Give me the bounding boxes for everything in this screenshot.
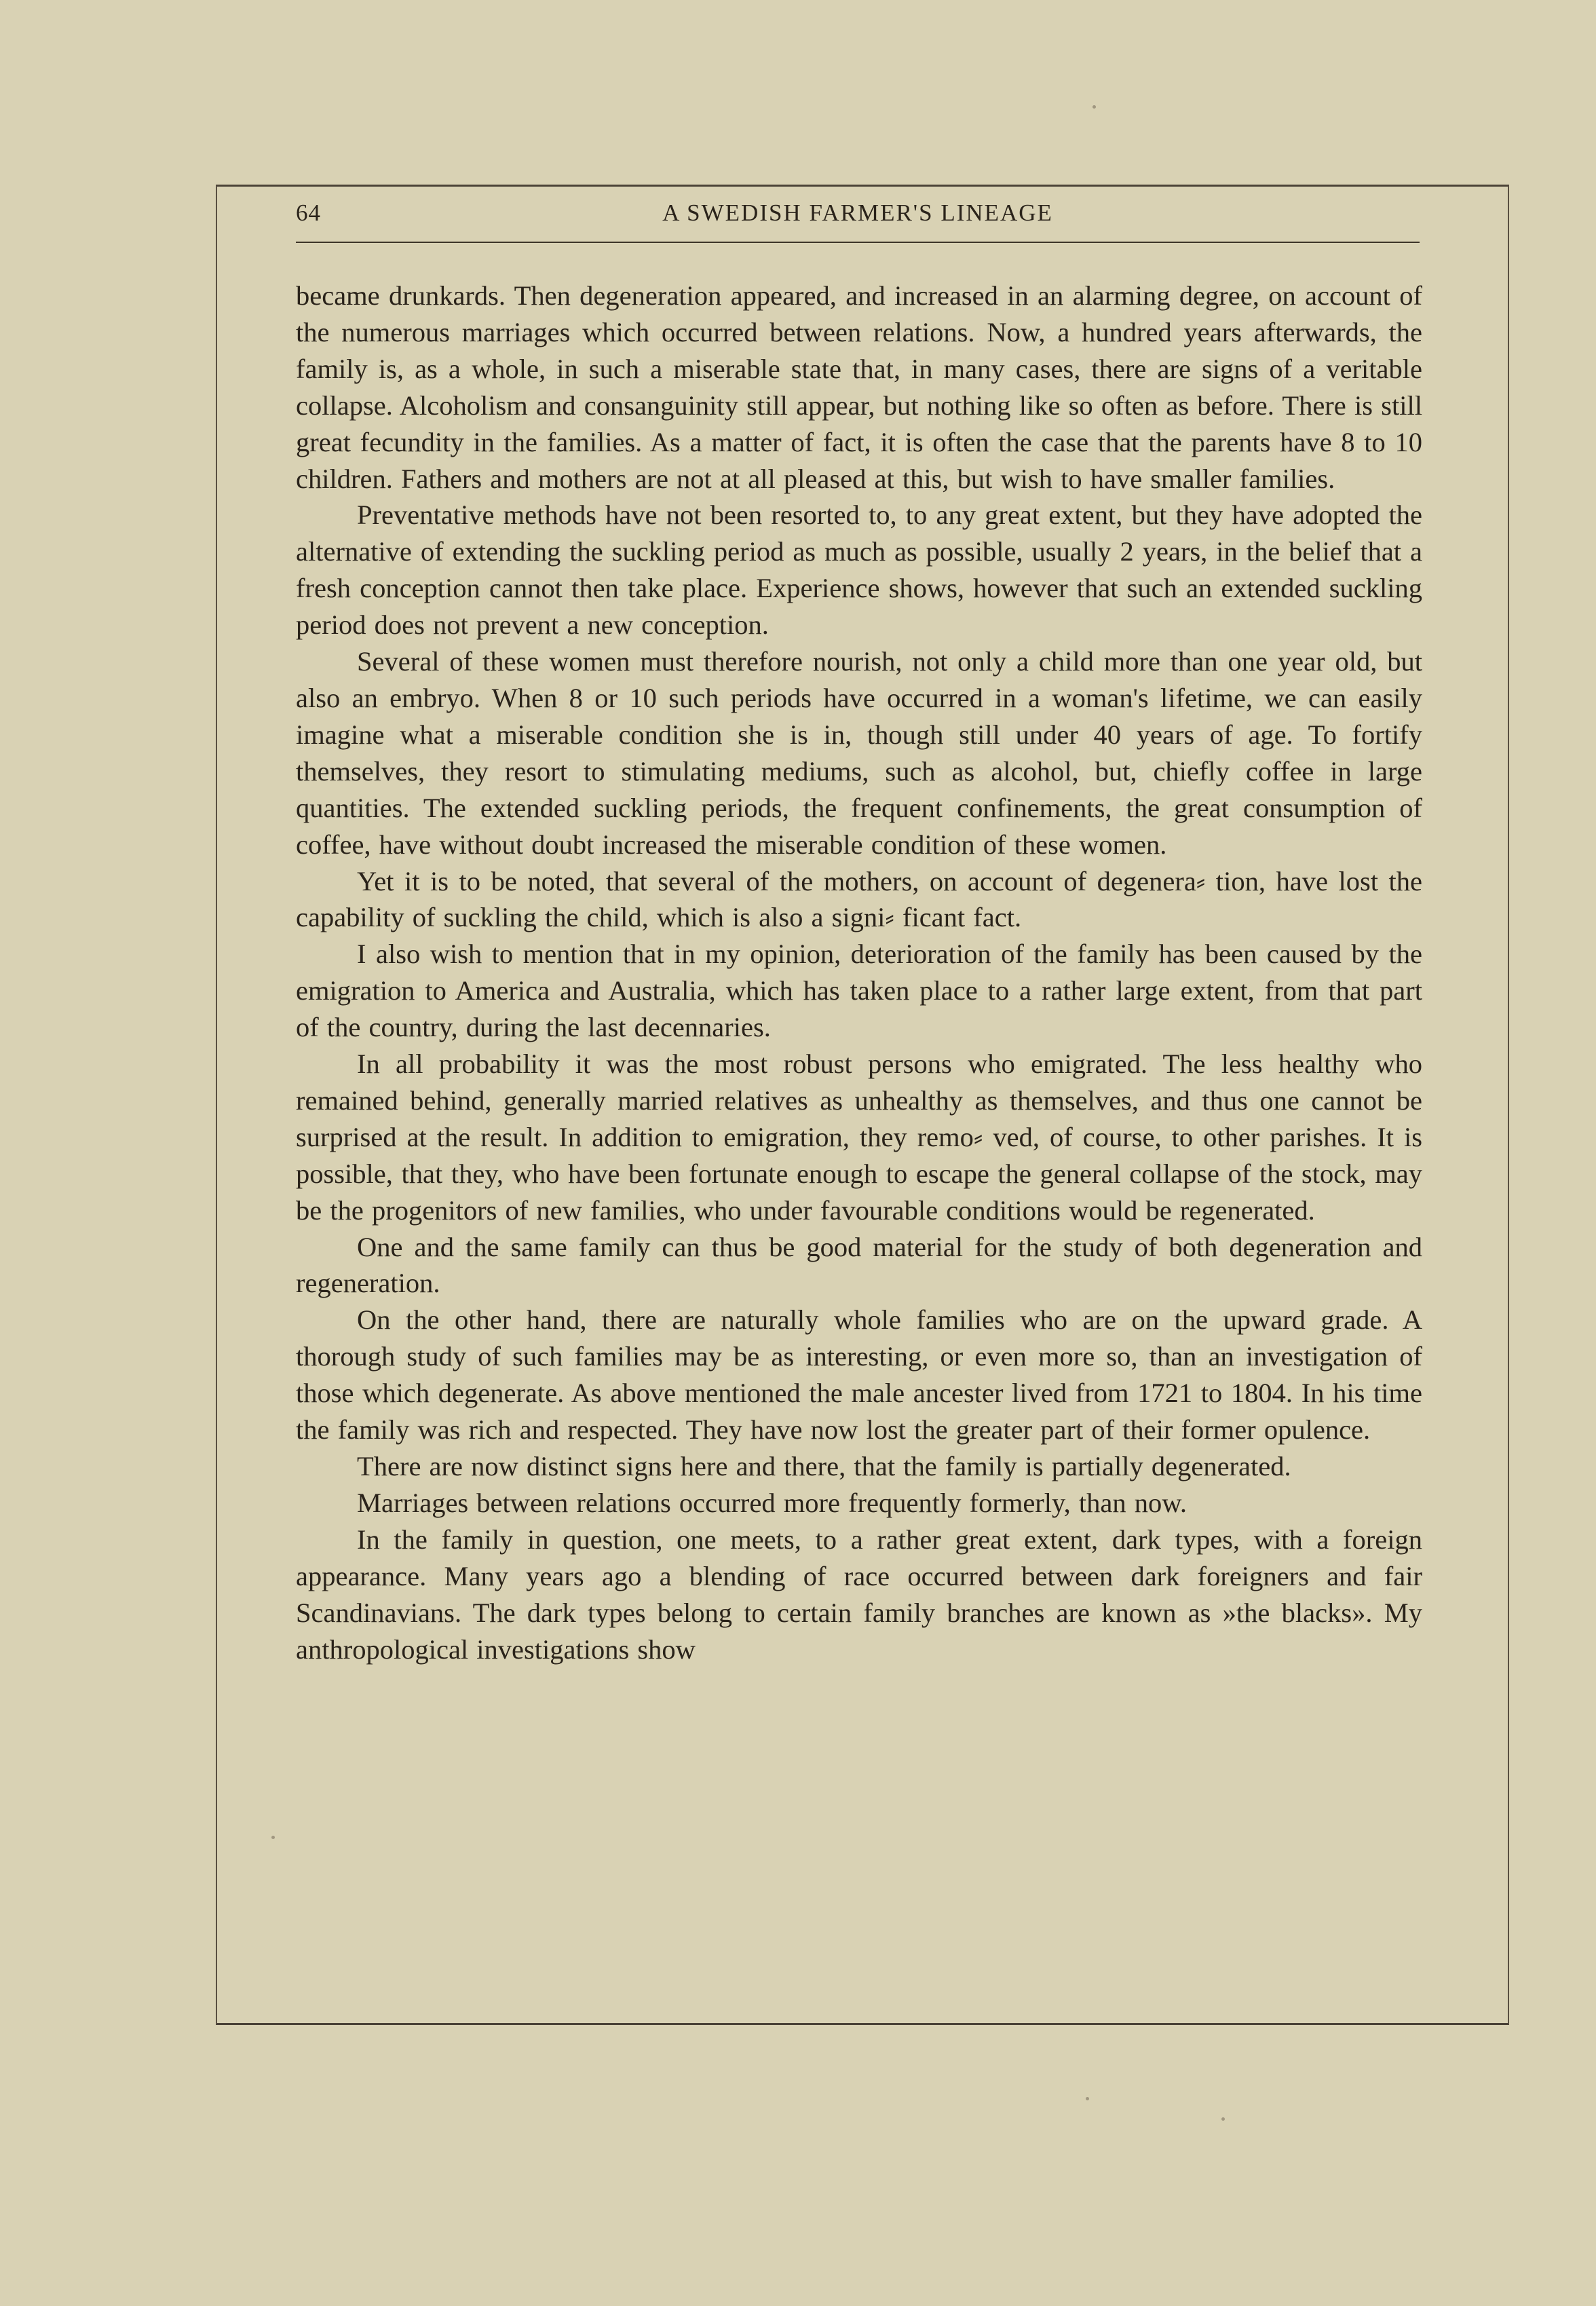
paragraph-1: became drunkards. Then degeneration appeared, and increased in an alarming degree, on account of the numerous marriages which occurred between relations. Now, a hundred years afterwards, the family is, as a whole, in such a miserable state that, in many cases, there are signs of a veritable collapse. Alcoholism and consanguinity still appear, but nothing like so often as before. There is still great fecundity in the families. As a matter of fact, it is often the case that the parents have 8 to 10 children. Fathers and mothers are not at all pleased at this, but wish to have smaller families. [296, 280, 1422, 494]
paragraph-11: In the family in question, one meets, to a rather great extent, dark types, with a foreign appearance. Many years ago a blending of race occurred between dark foreigners and fair Scandinavians. The dark types belong to certain family branches are known as »the blacks». My anthropological investigations show [296, 1524, 1422, 1665]
paragraph-4: Yet it is to be noted, that several of the mothers, on account of degenera⸗ tion, have lost the capability of suckling the child, which is also a signi⸗ ficant fact. [296, 865, 1422, 933]
paragraph-2: Preventative methods have not been resorted to, to any great extent, but they have adopted the alternative of extending the suckling period as much as possible, usually 2 years, in the belief that a fresh conception cannot then take place. Experience shows, however that such an extended suckling period does not prevent a new conception. [296, 499, 1422, 641]
running-title: A SWEDISH FARMER'S LINEAGE [662, 200, 1053, 226]
paragraph-3: Several of these women must therefore nourish, not only a child more than one year old, but also an embryo. When 8 or 10 such periods have occurred in a woman's lifetime, we can easily imagine what a miserable condition she is in, though still under 40 years of age. To fortify themselves, they resort to stimulating mediums, such as alcohol, but, chiefly coffee in large quantities. The extended suckling periods, the frequent confinements, the great consumption of coffee, have without doubt increased the miserable condition of these women. [296, 646, 1422, 860]
running-header [296, 197, 1420, 243]
paragraph-10: Marriages between relations occurred more frequently formerly, than now. [357, 1487, 1188, 1518]
paper-speck [1086, 2097, 1089, 2100]
paragraph-7: One and the same family can thus be good material for the study of both degeneration and regeneration. [296, 1231, 1422, 1299]
paper-speck [1221, 2117, 1225, 2121]
body-text [296, 278, 1422, 1667]
paragraph-5: I also wish to mention that in my opinion, deterioration of the family has been caused by the emigration to America and Australia, which has taken place to a rather large extent, from that part of the country, during the last decennaries. [296, 939, 1422, 1043]
paper-speck [271, 1836, 275, 1839]
paragraph-9: There are now distinct signs here and there, that the family is partially degenerated. [357, 1451, 1291, 1481]
paragraph-8: On the other hand, there are naturally whole families who are on the upward grade. A thorough study of such families may be as interesting, or even more so, than an investigation of those which degenerate. As above mentioned the male ancester lived from 1721 to 1804. In his time the family was rich and respected. They have now lost the greater part of their former opulence. [296, 1304, 1422, 1445]
paragraph-6: In all probability it was the most robust persons who emigrated. The less healthy who remained behind, generally married relatives as unhealthy as themselves, and thus one cannot be surprised at the result. In addition to emigration, they remo⸗ ved, of course, to other parishes. It is possible, that they, who have been fortunate enough to escape the general collapse of the stock, may be the progenitors of new families, who under favourable conditions would be regenerated. [296, 1048, 1422, 1226]
page-number: 64 [296, 200, 321, 226]
paper-speck [1092, 105, 1096, 109]
